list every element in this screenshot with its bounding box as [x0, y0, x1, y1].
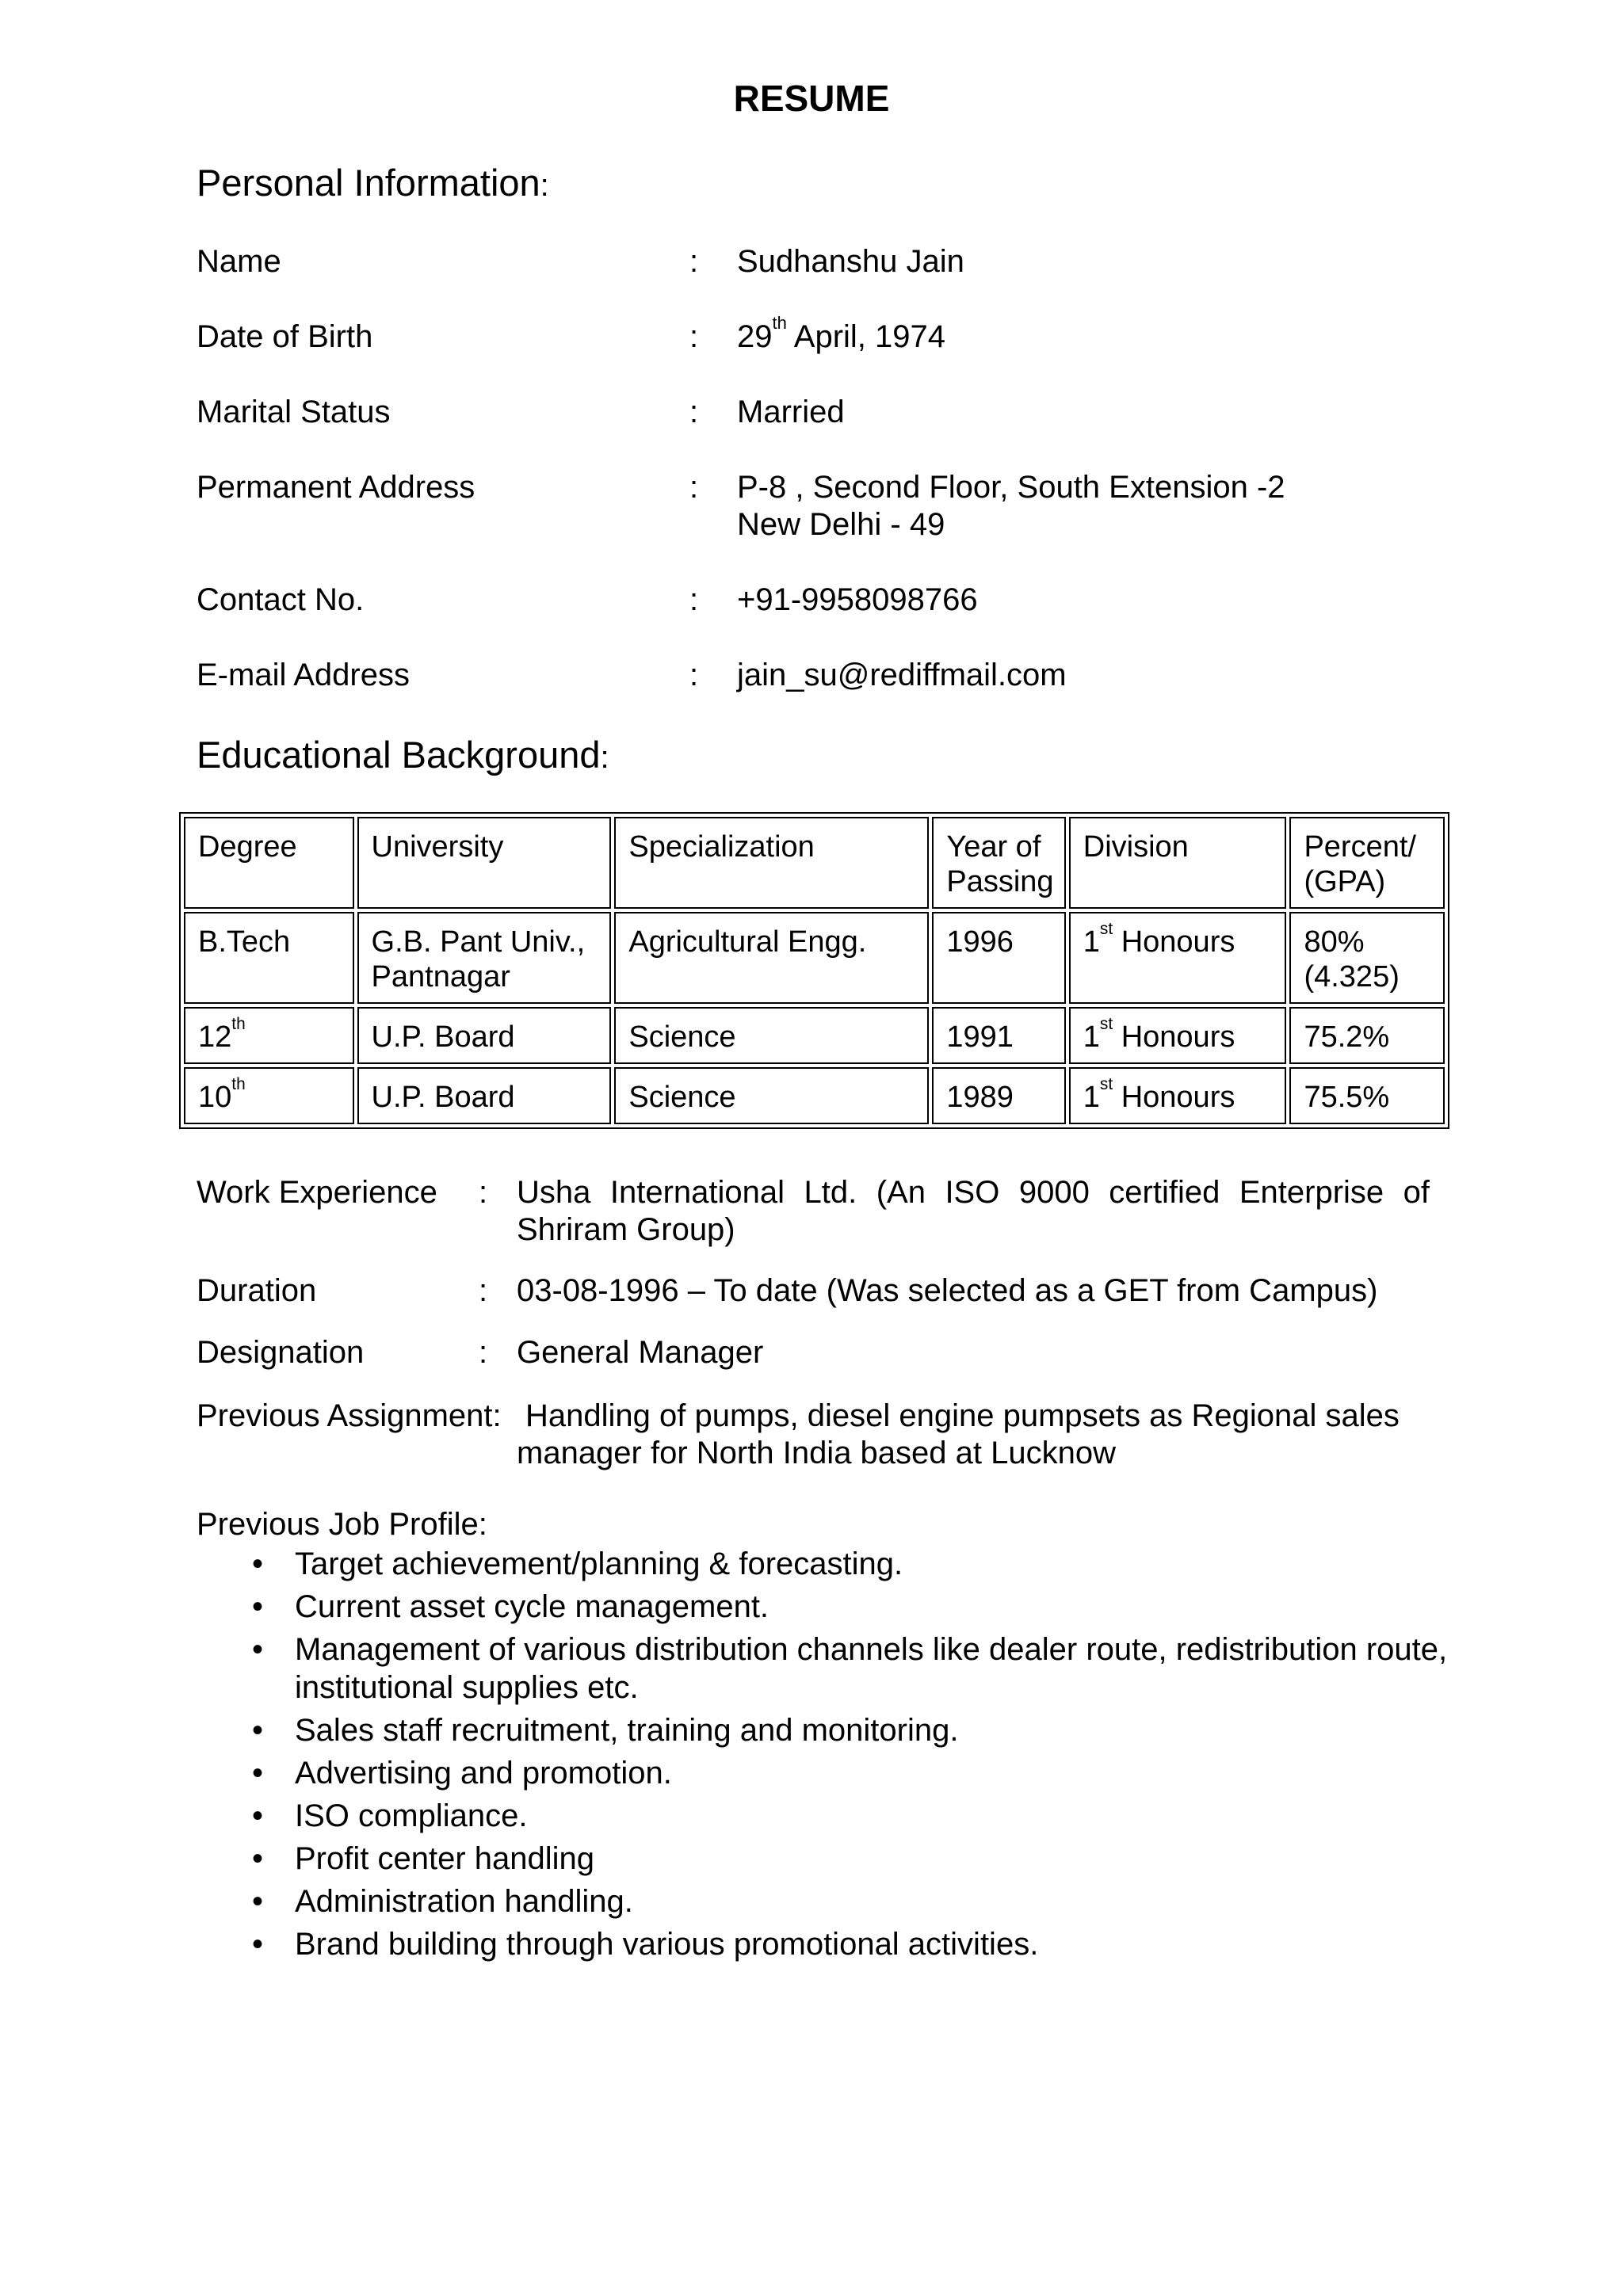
work-experience-label: Work Experience [197, 1175, 437, 1210]
address-label: Permanent Address [197, 470, 475, 505]
cell-specialization: Science [614, 1067, 929, 1124]
bullet-icon: • [252, 1798, 264, 1833]
division-ordinal: st [1099, 1015, 1113, 1033]
list-item-text: Brand building through various promotional activities. [295, 1927, 1039, 1962]
cell-year: 1989 [932, 1067, 1065, 1124]
header-year: Year of Passing [932, 817, 1065, 909]
list-item [197, 1882, 1468, 1920]
dob-month-year: April, 1974 [786, 319, 945, 354]
bullet-icon: • [252, 1841, 264, 1876]
email-value: jain_su@rediffmail.com [737, 658, 1067, 692]
cell-university: U.P. Board [357, 1067, 612, 1124]
division-number: 1 [1083, 1020, 1100, 1054]
degree-ordinal: th [231, 1075, 246, 1093]
designation-colon: : [479, 1335, 488, 1370]
contact-value: +91-9958098766 [737, 582, 978, 617]
job-profile-heading: Previous Job Profile: [197, 1507, 487, 1542]
list-item-text: Management of various distribution channels like dealer route, redistribution route, institutional supplies etc. [295, 1632, 1448, 1705]
list-item-text: Administration handling. [295, 1884, 633, 1919]
division-number: 1 [1083, 925, 1100, 959]
address-colon: : [689, 470, 699, 505]
cell-year: 1991 [932, 1007, 1065, 1064]
dob-value [737, 313, 945, 356]
name-value: Sudhanshu Jain [737, 244, 964, 279]
email-colon: : [689, 658, 699, 692]
work-experience-line-2: Shriram Group) [517, 1212, 735, 1247]
list-item [197, 1840, 1468, 1878]
duration-value: 03-08-1996 – To date (Was selected as a GET from Campus) [517, 1273, 1378, 1308]
education-table [179, 812, 1449, 1129]
name-colon: : [689, 244, 699, 279]
division-text: Honours [1113, 925, 1235, 959]
list-item [197, 1630, 1468, 1707]
list-item [197, 1925, 1468, 1963]
cell-division [1069, 912, 1287, 1004]
dob-ordinal: th [772, 313, 787, 333]
division-text: Honours [1113, 1020, 1235, 1054]
marital-colon: : [689, 395, 699, 429]
education-heading-text: Educational Background [197, 734, 601, 776]
designation-value: General Manager [517, 1335, 764, 1370]
cell-percent: 75.2% [1289, 1007, 1445, 1064]
dob-label: Date of Birth [197, 319, 373, 354]
designation-label: Designation [197, 1335, 365, 1370]
division-number: 1 [1083, 1081, 1100, 1114]
header-university: University [357, 817, 612, 909]
cell-university: G.B. Pant Univ., Pantnagar [357, 912, 612, 1004]
cell-university: U.P. Board [357, 1007, 612, 1064]
email-label: E-mail Address [197, 658, 410, 692]
cell-degree [184, 912, 354, 1004]
bullet-icon: • [252, 1884, 264, 1919]
personal-heading-text: Personal Information [197, 162, 540, 204]
cell-division [1069, 1007, 1287, 1064]
cell-year: 1996 [932, 912, 1065, 1004]
list-item [197, 1797, 1468, 1835]
degree-text: 12 [198, 1020, 232, 1054]
degree-text: B.Tech [198, 925, 291, 959]
header-percent: Percent/ (GPA) [1289, 817, 1445, 909]
header-degree: Degree [184, 817, 354, 909]
previous-assignment-label: Previous Assignment: [197, 1398, 502, 1433]
cell-percent: 75.5% [1289, 1067, 1445, 1124]
work-experience-colon: : [479, 1175, 488, 1210]
bullet-icon: • [252, 1756, 264, 1791]
division-ordinal: st [1099, 920, 1113, 938]
cell-specialization: Agricultural Engg. [614, 912, 929, 1004]
degree-text: 10 [198, 1081, 232, 1114]
dob-colon: : [689, 319, 699, 354]
list-item [197, 1545, 1468, 1583]
bullet-icon: • [252, 1547, 264, 1581]
document-title: RESUME [733, 78, 890, 119]
section-heading-personal [197, 161, 549, 208]
list-item-text: ISO compliance. [295, 1798, 528, 1833]
bullet-icon: • [252, 1927, 264, 1962]
contact-colon: : [689, 582, 699, 617]
list-item [197, 1588, 1468, 1626]
cell-percent: 80% (4.325) [1289, 912, 1445, 1004]
list-item [197, 1711, 1468, 1749]
list-item-text: Target achievement/planning & forecasting. [295, 1547, 903, 1581]
duration-label: Duration [197, 1273, 317, 1308]
marital-label: Marital Status [197, 395, 391, 429]
address-line-1: P-8 , Second Floor, South Extension -2 [737, 470, 1285, 505]
marital-value: Married [737, 395, 845, 429]
bullet-icon: • [252, 1589, 264, 1624]
degree-ordinal: th [231, 1015, 246, 1033]
previous-assignment-line-1: Handling of pumps, diesel engine pumpsets as Regional sales [525, 1398, 1400, 1433]
cell-degree [184, 1007, 354, 1064]
duration-colon: : [479, 1273, 488, 1308]
work-experience-line-1: Usha International Ltd. (An ISO 9000 certified Enterprise of [517, 1175, 1430, 1210]
table-row [184, 1067, 1445, 1124]
personal-heading-colon: : [540, 168, 549, 203]
header-specialization: Specialization [614, 817, 929, 909]
list-item-text: Sales staff recruitment, training and monitoring. [295, 1713, 959, 1748]
cell-degree [184, 1067, 354, 1124]
division-ordinal: st [1099, 1075, 1113, 1093]
address-line-2: New Delhi - 49 [737, 507, 945, 542]
table-row [184, 912, 1445, 1004]
bullet-icon: • [252, 1713, 264, 1748]
dob-day: 29 [737, 319, 773, 354]
list-item-text: Current asset cycle management. [295, 1589, 769, 1624]
header-division: Division [1069, 817, 1287, 909]
bullet-icon: • [252, 1632, 264, 1667]
previous-assignment-line-2: manager for North India based at Lucknow [517, 1436, 1116, 1470]
contact-label: Contact No. [197, 582, 365, 617]
list-item-text: Profit center handling [295, 1841, 595, 1876]
education-heading-colon: : [600, 740, 609, 775]
list-item-text: Advertising and promotion. [295, 1756, 672, 1791]
cell-specialization: Science [614, 1007, 929, 1064]
table-header-row [184, 817, 1445, 909]
table-row [184, 1007, 1445, 1064]
name-label: Name [197, 244, 281, 279]
division-text: Honours [1113, 1081, 1235, 1114]
section-heading-education [197, 733, 609, 780]
list-item [197, 1754, 1468, 1792]
job-profile-list [197, 1545, 1465, 1968]
cell-division [1069, 1067, 1287, 1124]
